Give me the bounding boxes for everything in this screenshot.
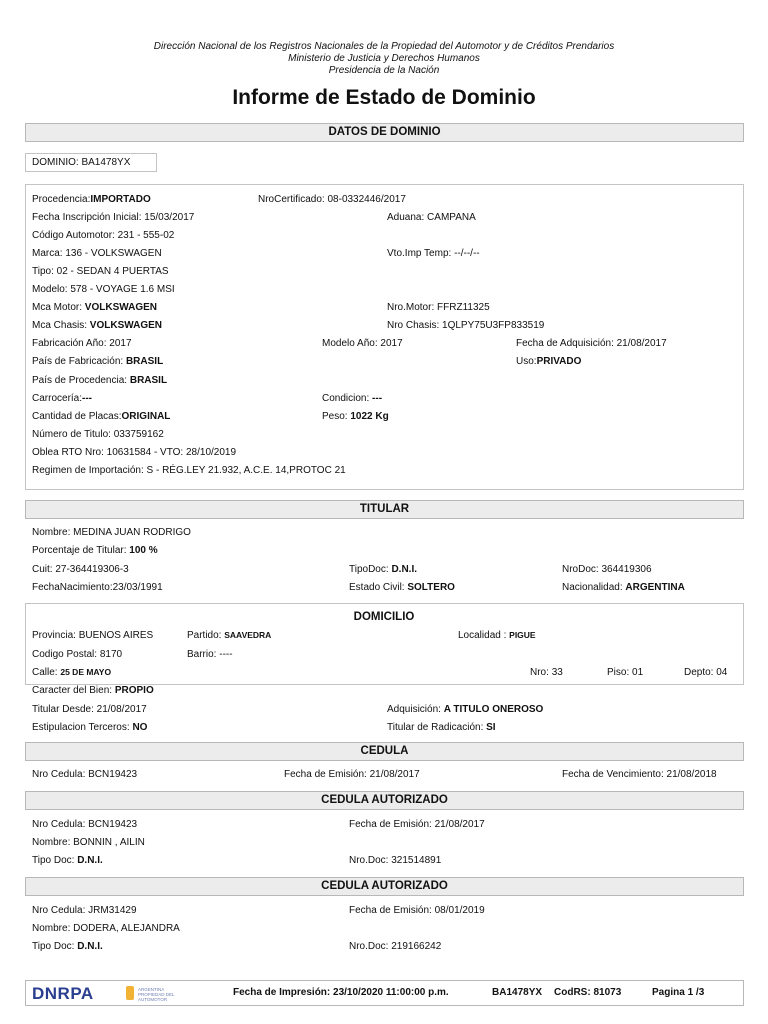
autorizado2-nombre-field: Nombre: DODERA, ALEJANDRA: [32, 923, 180, 934]
cuit-field: Cuit: 27-364419306-3: [32, 564, 129, 575]
peso-field: Peso: 1022 Kg: [322, 411, 389, 422]
page-title: Informe de Estado de Dominio: [232, 86, 536, 109]
uso-field: Uso:PRIVADO: [516, 356, 582, 367]
dominio-value: BA1478YX: [81, 157, 131, 168]
dominio-box: [25, 153, 157, 172]
titular-nombre-field: Nombre: MEDINA JUAN RODRIGO: [32, 527, 191, 538]
codigo-postal-field: Codigo Postal: 8170: [32, 649, 123, 660]
section-titular: TITULAR: [25, 500, 744, 519]
vto-imp-field: Vto.Imp Temp: --/--/--: [387, 248, 480, 259]
page-footer: [25, 980, 744, 1006]
footer-dominio: BA1478YX: [492, 987, 543, 998]
autorizado1-nro-doc-field: Nro.Doc: 321514891: [349, 855, 442, 866]
autorizado1-fecha-emision-field: Fecha de Emisión: 21/08/2017: [349, 819, 485, 830]
autorizado1-tipo-doc-field: Tipo Doc: D.N.I.: [32, 855, 103, 866]
cantidad-placas-field: Cantidad de Placas:ORIGINAL: [32, 411, 171, 422]
procedencia-field: Procedencia:IMPORTADO: [32, 194, 151, 205]
cedula-fecha-emision-field: Fecha de Emisión: 21/08/2017: [284, 769, 420, 780]
fabricacion-anio-field: Fabricación Año: 2017: [32, 338, 132, 349]
marca-field: Marca: 136 - VOLKSWAGEN: [32, 248, 162, 259]
pais-procedencia-field: País de Procedencia: BRASIL: [32, 375, 168, 386]
modelo-field: Modelo: 578 - VOYAGE 1.6 MSI: [32, 284, 175, 295]
dominio-field: DOMINIO: BA1478YX: [32, 157, 131, 168]
autorizado2-fecha-emision-field: Fecha de Emisión: 08/01/2019: [349, 905, 485, 916]
aduana-field: Aduana: CAMPANA: [387, 212, 476, 223]
regimen-importacion-field: Regimen de Importación: S - RÉG.LEY 21.932, A.C.E. 14,PROTOC 21: [32, 465, 346, 476]
mca-motor-field: Mca Motor: VOLKSWAGEN: [32, 302, 158, 313]
titular-radicacion-field: Titular de Radicación: SI: [387, 722, 496, 733]
adquisicion-field: Adquisición: A TITULO ONEROSO: [387, 704, 544, 715]
numero-titulo-field: Número de Titulo: 033759162: [32, 429, 164, 440]
dnrpa-logo-subtitle: ARGENTINA PROPIEDAD DEL AUTOMOTOR: [138, 987, 175, 1002]
autorizado2-tipo-doc-field: Tipo Doc: D.N.I.: [32, 941, 103, 952]
partido-field: Partido: SAAVEDRA: [187, 630, 272, 641]
section-domicilio: DOMICILIO: [353, 611, 415, 623]
titular-desde-field: Titular Desde: 21/08/2017: [32, 704, 147, 715]
condicion-field: Condicion: ---: [322, 393, 383, 404]
fecha-nacimiento-field: FechaNacimiento:23/03/1991: [32, 582, 163, 593]
cedula-fecha-vencimiento-field: Fecha de Vencimiento: 21/08/2018: [562, 769, 717, 780]
carroceria-field: Carrocería:---: [32, 393, 93, 404]
agency-name: Dirección Nacional de los Registros Nacionales de la Propiedad del Automotor y de Créditos Prendarios: [153, 41, 615, 52]
ministry-name: Ministerio de Justicia y Derechos Humanos: [288, 53, 480, 64]
nro-doc-field: NroDoc: 364419306: [562, 564, 652, 575]
nro-chasis-field: Nro Chasis: 1QLPY75U3FP833519: [387, 320, 545, 331]
footer-codrs: CodRS: 81073: [554, 987, 622, 998]
nro-field: Nro: 33: [530, 667, 563, 678]
tipo-doc-field: TipoDoc: D.N.I.: [349, 564, 417, 575]
autorizado1-nro-cedula-field: Nro Cedula: BCN19423: [32, 819, 138, 830]
section-cedula: CEDULA: [25, 742, 744, 761]
porcentaje-titular-field: Porcentaje de Titular: 100 %: [32, 545, 158, 556]
modelo-anio-field: Modelo Año: 2017: [322, 338, 403, 349]
cedula-nro-field: Nro Cedula: BCN19423: [32, 769, 138, 780]
caracter-bien-field: Caracter del Bien: PROPIO: [32, 685, 154, 696]
fecha-adquisicion-field: Fecha de Adquisición: 21/08/2017: [516, 338, 667, 349]
dnrpa-logo: DNRPA: [32, 984, 94, 1003]
calle-field: Calle: 25 DE MAYO: [32, 667, 112, 678]
barrio-field: Barrio: ----: [187, 649, 233, 660]
autorizado2-nro-doc-field: Nro.Doc: 219166242: [349, 941, 442, 952]
fecha-impresion: Fecha de Impresión: 23/10/2020 11:00:00 p.m.: [233, 987, 449, 998]
estipulacion-terceros-field: Estipulacion Terceros: NO: [32, 722, 148, 733]
section-cedula-autorizado-2: CEDULA AUTORIZADO: [25, 877, 744, 896]
localidad-field: Localidad : PIGUE: [458, 630, 536, 641]
page-number: Pagina 1 /3: [652, 987, 705, 998]
tipo-field: Tipo: 02 - SEDAN 4 PUERTAS: [32, 266, 169, 277]
nro-certificado-field: NroCertificado: 08-0332446/2017: [258, 194, 406, 205]
dnrpa-logo-mark-icon: [126, 986, 134, 1000]
fecha-inscripcion-field: Fecha Inscripción Inicial: 15/03/2017: [32, 212, 195, 223]
depto-field: Depto: 04: [684, 667, 728, 678]
oblea-rto-field: Oblea RTO Nro: 10631584 - VTO: 28/10/2019: [32, 447, 237, 458]
estado-civil-field: Estado Civil: SOLTERO: [349, 582, 455, 593]
autorizado2-nro-cedula-field: Nro Cedula: JRM31429: [32, 905, 137, 916]
nro-motor-field: Nro.Motor: FFRZ11325: [387, 302, 490, 313]
piso-field: Piso: 01: [607, 667, 644, 678]
presidency-name: Presidencia de la Nación: [328, 65, 440, 76]
section-cedula-autorizado-1: CEDULA AUTORIZADO: [25, 791, 744, 810]
pais-fabricacion-field: País de Fabricación: BRASIL: [32, 356, 164, 367]
autorizado1-nombre-field: Nombre: BONNIN , AILIN: [32, 837, 145, 848]
section-datos-dominio: DATOS DE DOMINIO: [25, 123, 744, 142]
codigo-automotor-field: Código Automotor: 231 - 555-02: [32, 230, 175, 241]
mca-chasis-field: Mca Chasis: VOLKSWAGEN: [32, 320, 163, 331]
provincia-field: Provincia: BUENOS AIRES: [32, 630, 154, 641]
nacionalidad-field: Nacionalidad: ARGENTINA: [562, 582, 685, 593]
